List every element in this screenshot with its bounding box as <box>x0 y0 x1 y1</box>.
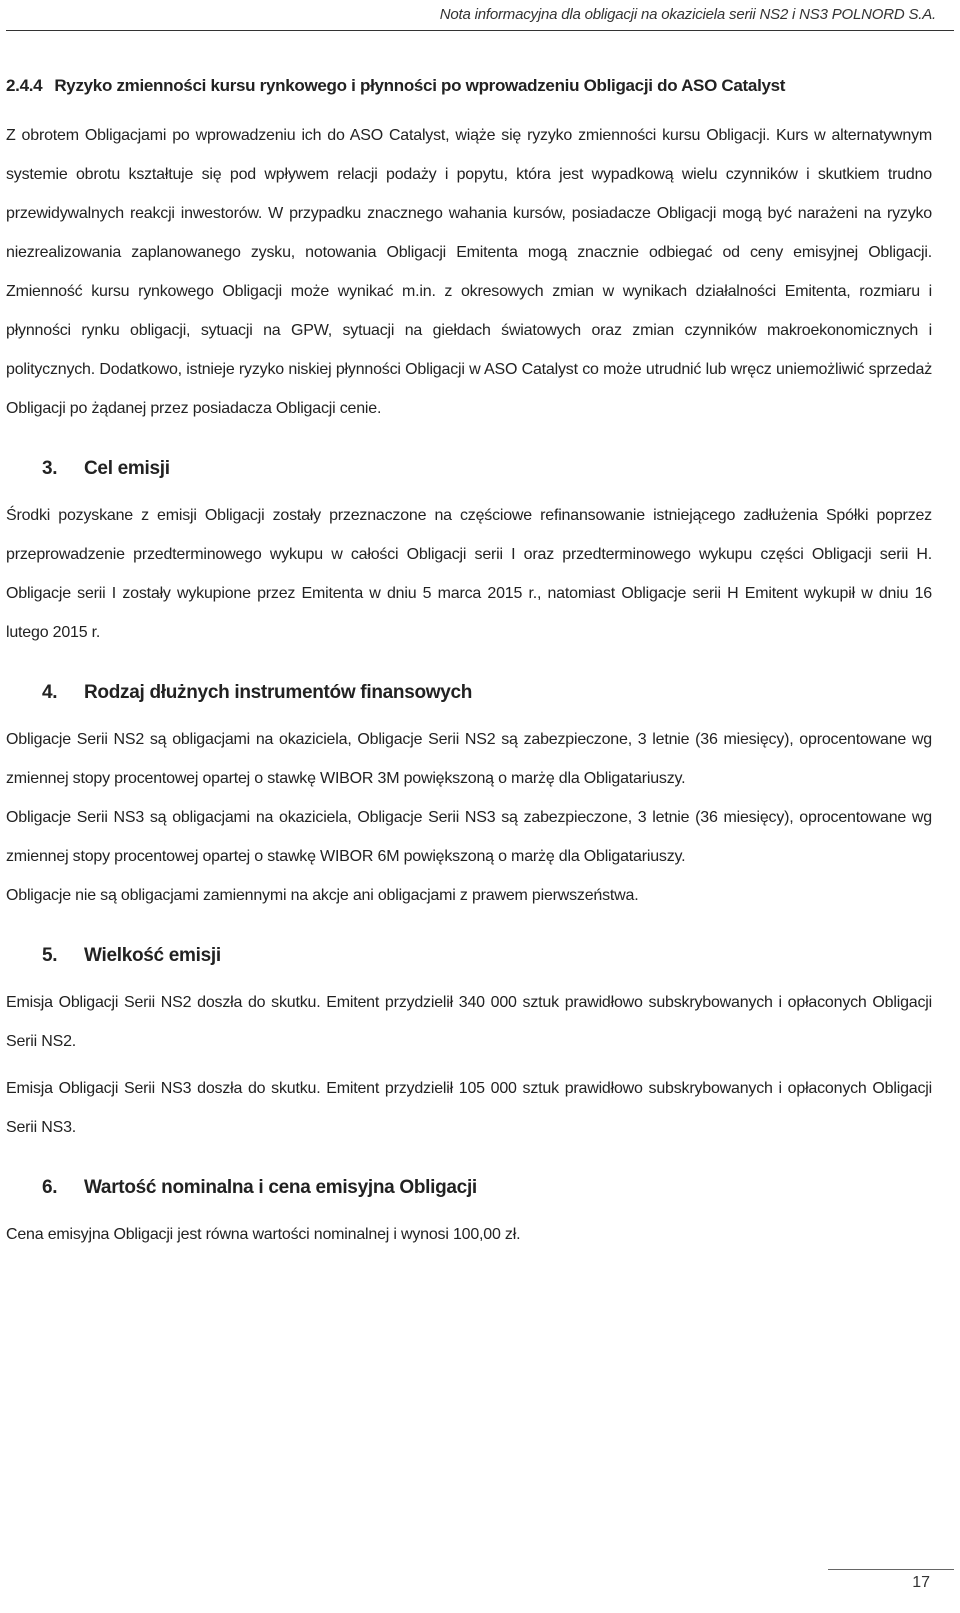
section-heading-rodzaj-instrumentow <box>6 678 932 708</box>
document-body <box>6 72 932 1254</box>
section-paragraph: Cena emisyjna Obligacji jest równa wartości nominalnej i wynosi 100,00 zł. <box>6 1226 521 1243</box>
section-number: 3. <box>42 458 58 479</box>
subsection-number: 2.4.4 <box>6 76 43 95</box>
section-heading-cel-emisji <box>6 454 932 484</box>
section-paragraph: Obligacje Serii NS3 są obligacjami na okaziciela, Obligacje Serii NS3 są zabezpieczone, 3 letnie (36 miesięcy), oprocentowane wg zmiennej stopy procentowej opartej o stawkę WIBOR 6M powiększoną o marżę dla Obligatariuszy. <box>6 809 932 865</box>
header-rule <box>6 30 954 31</box>
section-paragraph: Obligacje Serii NS2 są obligacjami na okaziciela, Obligacje Serii NS2 są zabezpieczone, 3 letnie (36 miesięcy), oprocentowane wg zmiennej stopy procentowej opartej o stawkę WIBOR 3M powiększoną o marżę dla Obligatariuszy. <box>6 731 932 787</box>
paragraph-gap <box>6 1061 932 1069</box>
section-title: Wartość nominalna i cena emisyjna Obligacji <box>84 1177 477 1198</box>
section-number: 6. <box>42 1177 58 1198</box>
section-paragraph: Środki pozyskane z emisji Obligacji zostały przeznaczone na częściowe refinansowanie istniejącego zadłużenia Spółki poprzez przeprowadzenie przedterminowego wykupu w całości Obligacji serii I oraz przedterminowego wykupu części Obligacji serii H. Obligacje serii I zostały wykupione przez Emitenta w dniu 5 marca 2015 r., natomiast Obligacje serii H Emitent wykupił w dniu 16 lutego 2015 r. <box>6 507 932 641</box>
page-header: Nota informacyjna dla obligacji na okaziciela serii NS2 i NS3 POLNORD S.A. <box>439 6 936 23</box>
section-number: 5. <box>42 945 58 966</box>
section-paragraph: Emisja Obligacji Serii NS3 doszła do skutku. Emitent przydzielił 105 000 sztuk prawidłowo subskrybowanych i opłaconych Obligacji Serii NS3. <box>6 1080 932 1136</box>
subsection-heading <box>6 72 932 100</box>
section-heading-wartosc-nominalna <box>6 1173 932 1203</box>
page-number: 17 <box>912 1574 930 1591</box>
section-title: Wielkość emisji <box>84 945 221 966</box>
footer-rule <box>828 1569 954 1570</box>
section-title: Rodzaj dłużnych instrumentów finansowych <box>84 682 473 703</box>
section-number: 4. <box>42 682 58 703</box>
subsection-title: Ryzyko zmienności kursu rynkowego i płynności po wprowadzeniu Obligacji do ASO Catalyst <box>54 76 786 95</box>
section-paragraph: Obligacje nie są obligacjami zamiennymi na akcje ani obligacjami z prawem pierwszeństwa. <box>6 887 639 904</box>
subsection-paragraph: Z obrotem Obligacjami po wprowadzeniu ich do ASO Catalyst, wiąże się ryzyko zmienności kursu Obligacji. Kurs w alternatywnym systemie obrotu kształtuje się pod wpływem relacji podaży i popytu, która jest wypadkową wielu czynników i skutkiem trudno przewidywalnych reakcji inwestorów. W przypadku znacznego wahania kursów, posiadacze Obligacji mogą być narażeni na ryzyko niezrealizowania zaplanowanego zysku, notowania Obligacji Emitenta mogą znacznie odbiegać od ceny emisyjnej Obligacji. Zmienność kursu rynkowego Obligacji może wynikać m.in. z okresowych zmian w wynikach działalności Emitenta, rozmiaru i płynności rynku obligacji, sytuacji na GPW, sytuacji na giełdach światowych oraz zmian czynników makroekonomicznych i politycznych. Dodatkowo, istnieje ryzyko niskiej płynności Obligacji w ASO Catalyst co może utrudnić lub wręcz uniemożliwić sprzedaż Obligacji po żądanej przez posiadacza Obligacji cenie. <box>6 127 932 417</box>
section-title: Cel emisji <box>84 458 170 479</box>
section-heading-wielkosc-emisji <box>6 941 932 971</box>
section-paragraph: Emisja Obligacji Serii NS2 doszła do skutku. Emitent przydzielił 340 000 sztuk prawidłowo subskrybowanych i opłaconych Obligacji Serii NS2. <box>6 994 932 1050</box>
